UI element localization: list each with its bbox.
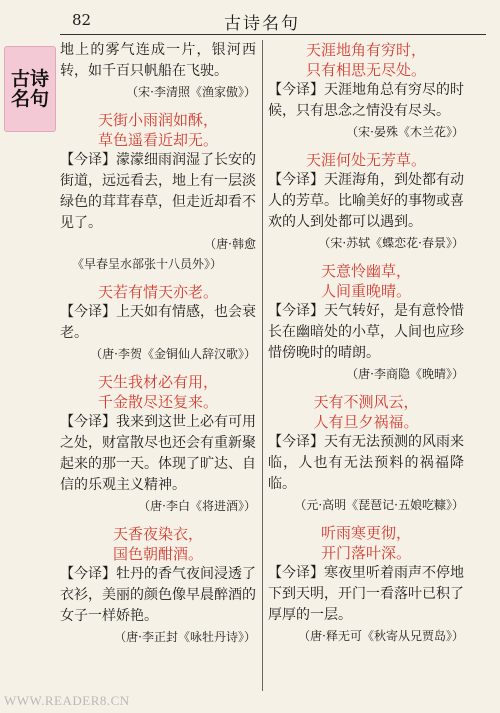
entry xyxy=(60,282,256,364)
entry-tag: 【今译】 xyxy=(268,303,324,319)
entry-title: 天街小雨润如酥， xyxy=(97,111,218,129)
entry-source: （唐·李贺《金铜仙人辞汉歌》） xyxy=(90,347,256,361)
entry-source: （宋·李清照《渔家傲》） xyxy=(126,85,256,99)
entry xyxy=(268,40,464,142)
entry-title: 天涯何处无芳草。 xyxy=(305,151,426,169)
entry-text: 天涯海角，到处都有动人的芳草。比喻美好的事物或喜欢的人到处都可以遇到。 xyxy=(268,172,464,230)
column-divider xyxy=(262,40,263,691)
left-column xyxy=(60,40,256,655)
entry xyxy=(268,392,464,515)
entry-source: （元·高明《琵琶记·五娘吃糠》） xyxy=(294,498,464,512)
entry-tag: 【今译】 xyxy=(268,82,324,98)
running-title: 古诗名句 xyxy=(224,14,300,34)
entry-title: 天意怜幽草， xyxy=(320,262,411,280)
entry-title: 天涯地角有穷时， xyxy=(305,41,426,59)
entry-title: 天香夜染衣， xyxy=(112,525,203,543)
entry-text: 上天如有情感，也会衰老。 xyxy=(60,304,256,341)
entry-title: 听雨寒更彻， xyxy=(320,524,411,542)
entry-body xyxy=(268,301,464,364)
entry xyxy=(268,523,464,646)
entry-body xyxy=(268,432,464,495)
entry-title: 千金散尽还复来。 xyxy=(97,393,218,411)
entry-source: （唐·李正封《咏牡丹诗》） xyxy=(114,630,256,644)
entry-tag: 【今译】 xyxy=(60,152,116,168)
entry-source: （宋·苏轼《蝶恋花·春景》） xyxy=(318,236,464,250)
entry-text: 牡丹的香气夜间浸透了衣衫，美丽的颜色像早晨醉酒的女子一样娇艳。 xyxy=(60,566,256,624)
entry-body: 地上的雾气连成一片，银河西转，如千百只帆船在飞驶。 xyxy=(60,42,256,79)
header-rule xyxy=(60,34,486,35)
entry-body xyxy=(60,150,256,234)
entry-text: 天涯地角总有穷尽的时候，只有思念之情没有尽头。 xyxy=(268,82,464,119)
entry xyxy=(60,40,256,102)
entry-text: 天有无法预测的风雨来临，人也有无法预料的祸福降临。 xyxy=(268,434,464,492)
entry xyxy=(268,261,464,384)
entry xyxy=(60,372,256,516)
entry-title: 只有相思无尽处。 xyxy=(305,61,426,79)
page-number: 82 xyxy=(72,11,92,29)
side-tab xyxy=(4,46,56,132)
watermark: WWW.READER8.CN xyxy=(4,693,130,708)
entry-source: （唐·李商隐《晚晴》） xyxy=(346,367,464,381)
entry-tag: 【今译】 xyxy=(268,434,324,450)
entry-source: （宋·晏殊《木兰花》） xyxy=(346,125,464,139)
entry-tag: 【今译】 xyxy=(60,566,116,582)
entry-tag: 【今译】 xyxy=(268,172,324,188)
entry-title: 草色遥看近却无。 xyxy=(97,131,218,149)
entry-title: 开门落叶深。 xyxy=(320,544,411,562)
entry-source: （唐·李白《将进酒》） xyxy=(138,499,256,513)
entry-source: （唐·释无可《秋寄从兄贾岛》） xyxy=(298,629,464,643)
entry-title: 国色朝酣酒。 xyxy=(112,545,203,563)
entry xyxy=(60,110,256,274)
entry-body xyxy=(60,412,256,496)
entry-title: 天若有情天亦老。 xyxy=(97,283,218,301)
entry-tag: 【今译】 xyxy=(60,414,116,430)
entry-text: 寒夜里听着雨声不停地下到天明，开门一看落叶已积了厚厚的一层。 xyxy=(268,565,464,623)
entry xyxy=(60,524,256,647)
entry-title: 天有不测风云， xyxy=(313,393,419,411)
side-tab-text: 古诗名句 xyxy=(10,68,49,110)
entry-source: （唐·韩愈 xyxy=(204,237,256,251)
entry-tag: 【今译】 xyxy=(60,304,116,320)
entry-title: 天生我材必有用， xyxy=(97,373,218,391)
entry-title: 人有旦夕祸福。 xyxy=(313,413,419,431)
entry-tag: 【今译】 xyxy=(268,565,324,581)
entry-source: 《早春呈水部张十八员外》） xyxy=(72,257,223,271)
entry-text: 濛濛细雨润湿了长安的街道，远远看去，地上有一层淡绿色的茸茸春草，但走近却看不见了。 xyxy=(60,152,256,231)
entry-body xyxy=(268,563,464,626)
right-column xyxy=(268,40,464,654)
entry-body xyxy=(60,564,256,627)
entry-text: 天气转好，是有意怜惜长在幽暗处的小草，人间也应珍惜傍晚时的晴朗。 xyxy=(268,303,464,361)
entry xyxy=(268,150,464,253)
entry-title: 人间重晚晴。 xyxy=(320,282,411,300)
entry-body xyxy=(268,170,464,233)
entry-body xyxy=(60,302,256,344)
entry-text: 我来到这世上必有可用之处，财富散尽也还会有重新聚起来的那一天。体现了旷达、自信的乐观主义精神。 xyxy=(60,414,256,493)
entry-body xyxy=(268,80,464,122)
